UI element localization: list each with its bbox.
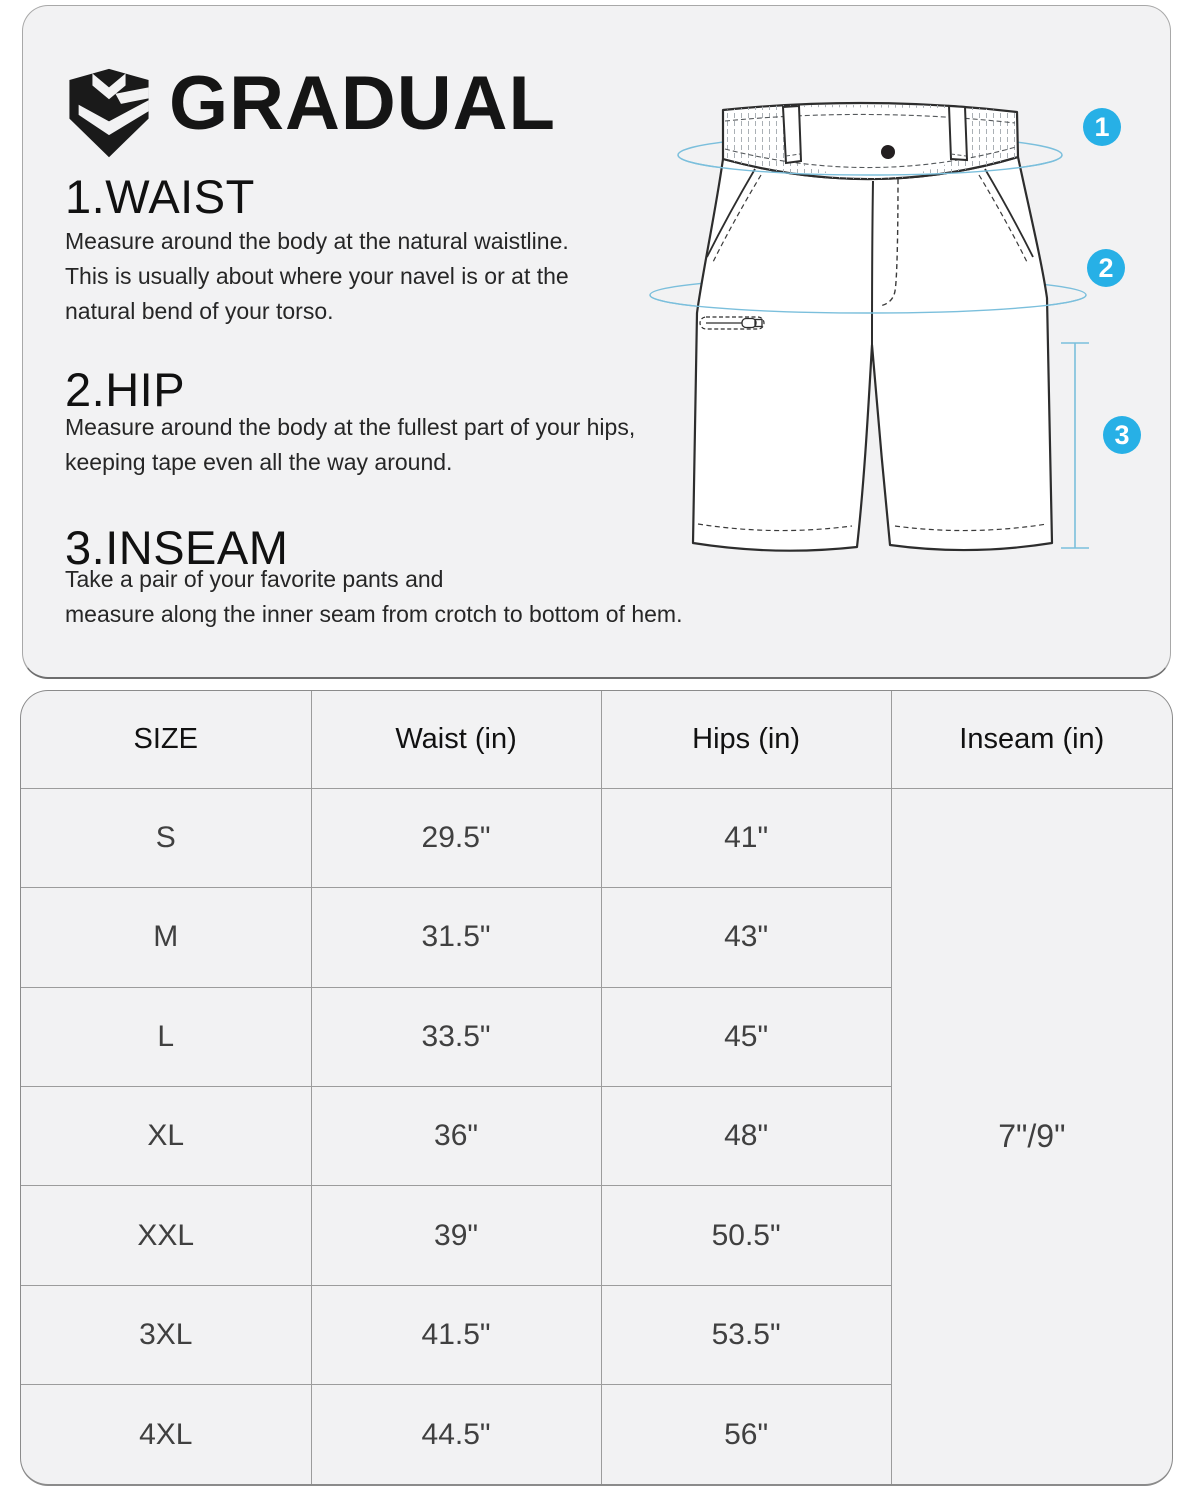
hips-cell: 53.5" bbox=[601, 1285, 891, 1384]
waist-cell: 41.5" bbox=[311, 1285, 601, 1384]
center-seam bbox=[872, 181, 873, 345]
size-cell: XXL bbox=[21, 1186, 311, 1285]
size-cell: S bbox=[21, 788, 311, 887]
waist-cell: 29.5" bbox=[311, 788, 601, 887]
hips-cell: 45" bbox=[601, 987, 891, 1086]
table-header-row bbox=[21, 691, 1172, 788]
size-cell: XL bbox=[21, 1086, 311, 1185]
inseam-guide-line bbox=[1061, 343, 1089, 548]
waist-cell: 39" bbox=[311, 1186, 601, 1285]
inseam-text-line: measure along the inner seam from crotch to bottom of hem. bbox=[65, 601, 683, 627]
waist-text-line: This is usually about where your navel is or at the bbox=[65, 263, 569, 289]
header-inseam: Inseam (in) bbox=[891, 691, 1172, 788]
waist-marker-badge: 1 bbox=[1083, 108, 1121, 146]
table-row bbox=[21, 788, 1172, 887]
header-hips: Hips (in) bbox=[601, 691, 891, 788]
waist-cell: 33.5" bbox=[311, 987, 601, 1086]
hip-section-title: 2.HIP bbox=[65, 363, 186, 416]
shorts-illustration bbox=[640, 95, 1160, 640]
hips-cell: 43" bbox=[601, 888, 891, 987]
size-chart-table bbox=[20, 690, 1173, 1486]
inseam-marker-badge: 3 bbox=[1103, 416, 1141, 454]
hips-cell: 56" bbox=[601, 1385, 891, 1484]
brand-wordmark: GRADUAL bbox=[169, 61, 556, 146]
hips-cell: 48" bbox=[601, 1086, 891, 1185]
hip-marker-badge: 2 bbox=[1087, 249, 1125, 287]
hip-text-line: Measure around the body at the fullest part of your hips, bbox=[65, 414, 636, 440]
waistband-center-panel bbox=[796, 107, 954, 178]
inseam-section-title: 3.INSEAM bbox=[65, 521, 289, 574]
header-size: SIZE bbox=[21, 691, 311, 788]
hip-section-text bbox=[65, 410, 635, 480]
inseam-text-line: Take a pair of your favorite pants and bbox=[65, 566, 444, 592]
zipper-pocket bbox=[700, 317, 764, 329]
size-cell: M bbox=[21, 888, 311, 987]
waist-cell: 36" bbox=[311, 1086, 601, 1185]
header-waist: Waist (in) bbox=[311, 691, 601, 788]
size-cell: 3XL bbox=[21, 1285, 311, 1384]
waist-section-title: 1.WAIST bbox=[65, 170, 255, 223]
inseam-section-text bbox=[65, 562, 682, 632]
belt-loop-left bbox=[783, 106, 801, 163]
waist-button bbox=[881, 145, 895, 159]
size-cell: 4XL bbox=[21, 1385, 311, 1484]
gradual-logo-icon bbox=[63, 66, 155, 162]
inseam-merged-cell: 7"/9" bbox=[891, 788, 1172, 1484]
size-cell: L bbox=[21, 987, 311, 1086]
waist-text-line: natural bend of your torso. bbox=[65, 298, 334, 324]
waist-section-text bbox=[65, 224, 569, 329]
hips-cell: 41" bbox=[601, 788, 891, 887]
waist-cell: 44.5" bbox=[311, 1385, 601, 1484]
belt-loop-right bbox=[949, 106, 967, 160]
waist-cell: 31.5" bbox=[311, 888, 601, 987]
hip-text-line: keeping tape even all the way around. bbox=[65, 449, 453, 475]
waist-text-line: Measure around the body at the natural waistline. bbox=[65, 228, 569, 254]
hips-cell: 50.5" bbox=[601, 1186, 891, 1285]
